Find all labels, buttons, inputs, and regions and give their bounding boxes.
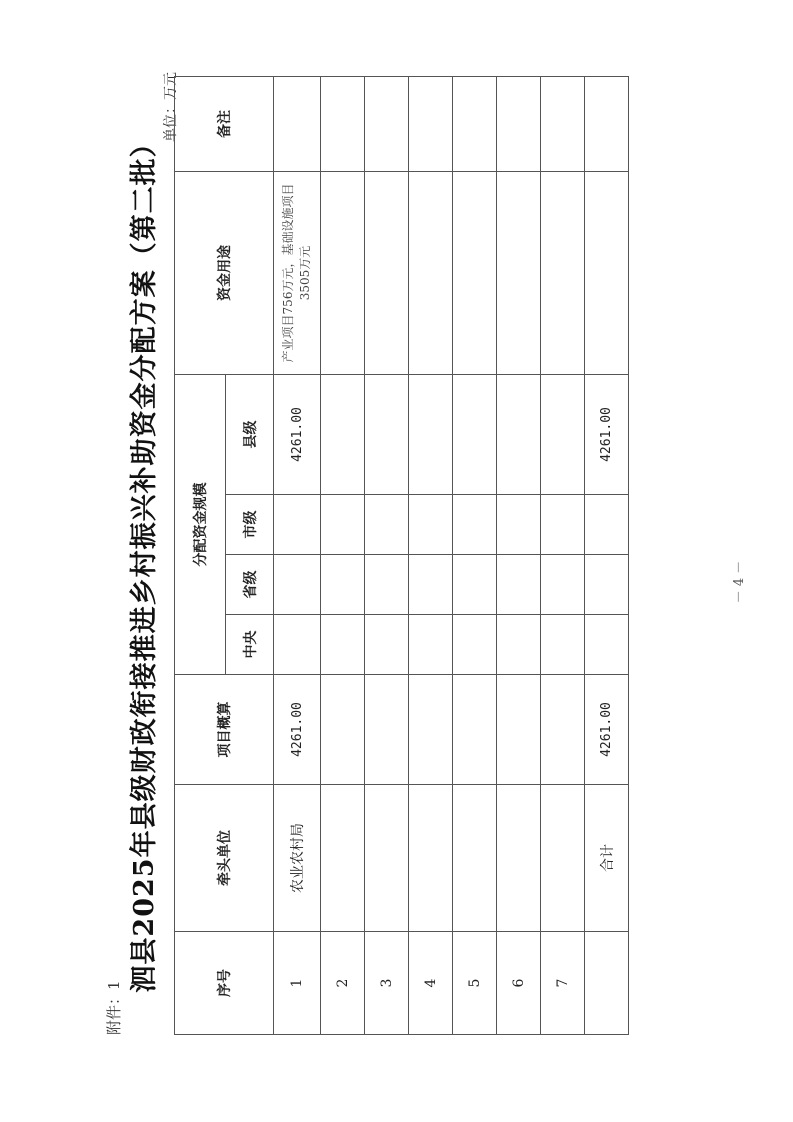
table-row xyxy=(541,77,585,1035)
header-county: 县级 xyxy=(226,375,274,495)
cell-budget: 4261.00 xyxy=(274,675,321,785)
cell-provincial xyxy=(365,555,409,615)
cell-municipal xyxy=(321,495,365,555)
cell-total-municipal xyxy=(585,495,629,555)
allocation-table xyxy=(174,76,629,1035)
cell-municipal xyxy=(409,495,453,555)
cell-budget xyxy=(365,675,409,785)
header-usage: 资金用途 xyxy=(175,172,274,375)
cell-seq: 6 xyxy=(497,932,541,1035)
cell-lead-unit xyxy=(321,785,365,932)
cell-central xyxy=(321,615,365,675)
cell-municipal xyxy=(274,495,321,555)
cell-provincial xyxy=(274,555,321,615)
cell-municipal xyxy=(453,495,497,555)
attachment-label: 附件：1 xyxy=(105,980,123,1035)
cell-budget xyxy=(321,675,365,785)
cell-county xyxy=(453,375,497,495)
cell-budget xyxy=(497,675,541,785)
cell-usage: 产业项目756万元，基础设施项目3505万元 xyxy=(274,172,321,375)
cell-county xyxy=(321,375,365,495)
cell-total-central xyxy=(585,615,629,675)
cell-remarks xyxy=(497,77,541,172)
cell-county xyxy=(409,375,453,495)
cell-seq: 3 xyxy=(365,932,409,1035)
cell-total-provincial xyxy=(585,555,629,615)
cell-usage xyxy=(497,172,541,375)
header-alloc-scale: 分配资金规模 xyxy=(175,375,226,675)
cell-remarks xyxy=(365,77,409,172)
header-remarks: 备注 xyxy=(175,77,274,172)
table-row xyxy=(365,77,409,1035)
cell-lead-unit xyxy=(453,785,497,932)
header-budget: 项目概算 xyxy=(175,675,274,785)
cell-usage xyxy=(365,172,409,375)
cell-remarks xyxy=(541,77,585,172)
cell-municipal xyxy=(365,495,409,555)
cell-budget xyxy=(541,675,585,785)
cell-lead-unit xyxy=(497,785,541,932)
cell-municipal xyxy=(541,495,585,555)
cell-remarks xyxy=(409,77,453,172)
table-row xyxy=(409,77,453,1035)
cell-central xyxy=(541,615,585,675)
total-row xyxy=(585,77,629,1035)
cell-remarks xyxy=(321,77,365,172)
header-municipal: 市级 xyxy=(226,495,274,555)
cell-budget xyxy=(453,675,497,785)
cell-provincial xyxy=(541,555,585,615)
cell-seq: 7 xyxy=(541,932,585,1035)
header-seq: 序号 xyxy=(175,932,274,1035)
cell-county xyxy=(497,375,541,495)
cell-county xyxy=(541,375,585,495)
cell-central xyxy=(497,615,541,675)
cell-seq: 5 xyxy=(453,932,497,1035)
cell-total-seq xyxy=(585,932,629,1035)
cell-lead-unit: 农业农村局 xyxy=(274,785,321,932)
table-row xyxy=(453,77,497,1035)
cell-usage xyxy=(541,172,585,375)
cell-county: 4261.00 xyxy=(274,375,321,495)
cell-central xyxy=(274,615,321,675)
cell-usage xyxy=(453,172,497,375)
table-row xyxy=(497,77,541,1035)
cell-central xyxy=(409,615,453,675)
cell-central xyxy=(365,615,409,675)
header-lead-unit: 牵头单位 xyxy=(175,785,274,932)
cell-county xyxy=(365,375,409,495)
cell-central xyxy=(453,615,497,675)
cell-lead-unit xyxy=(365,785,409,932)
cell-usage xyxy=(409,172,453,375)
cell-usage xyxy=(321,172,365,375)
page-number: － 4 － xyxy=(732,560,747,604)
cell-provincial xyxy=(321,555,365,615)
cell-lead-unit xyxy=(541,785,585,932)
cell-seq: 2 xyxy=(321,932,365,1035)
cell-total-county: 4261.00 xyxy=(585,375,629,495)
cell-total-usage xyxy=(585,172,629,375)
cell-provincial xyxy=(453,555,497,615)
header-provincial: 省级 xyxy=(226,555,274,615)
table-row xyxy=(274,77,321,1035)
cell-remarks xyxy=(274,77,321,172)
header-central: 中央 xyxy=(226,615,274,675)
cell-remarks xyxy=(453,77,497,172)
unit-label: 单位：万元 xyxy=(163,72,179,142)
page-title: 泗县2025年县级财政衔接推进乡村振兴补助资金分配方案（第二批） xyxy=(129,129,160,993)
cell-total-budget: 4261.00 xyxy=(585,675,629,785)
cell-budget xyxy=(409,675,453,785)
cell-municipal xyxy=(497,495,541,555)
cell-total-label: 合计 xyxy=(585,785,629,932)
cell-provincial xyxy=(497,555,541,615)
cell-seq: 1 xyxy=(274,932,321,1035)
cell-provincial xyxy=(409,555,453,615)
cell-seq: 4 xyxy=(409,932,453,1035)
cell-lead-unit xyxy=(409,785,453,932)
table-row xyxy=(321,77,365,1035)
cell-total-remarks xyxy=(585,77,629,172)
header-row-1 xyxy=(175,77,226,1035)
